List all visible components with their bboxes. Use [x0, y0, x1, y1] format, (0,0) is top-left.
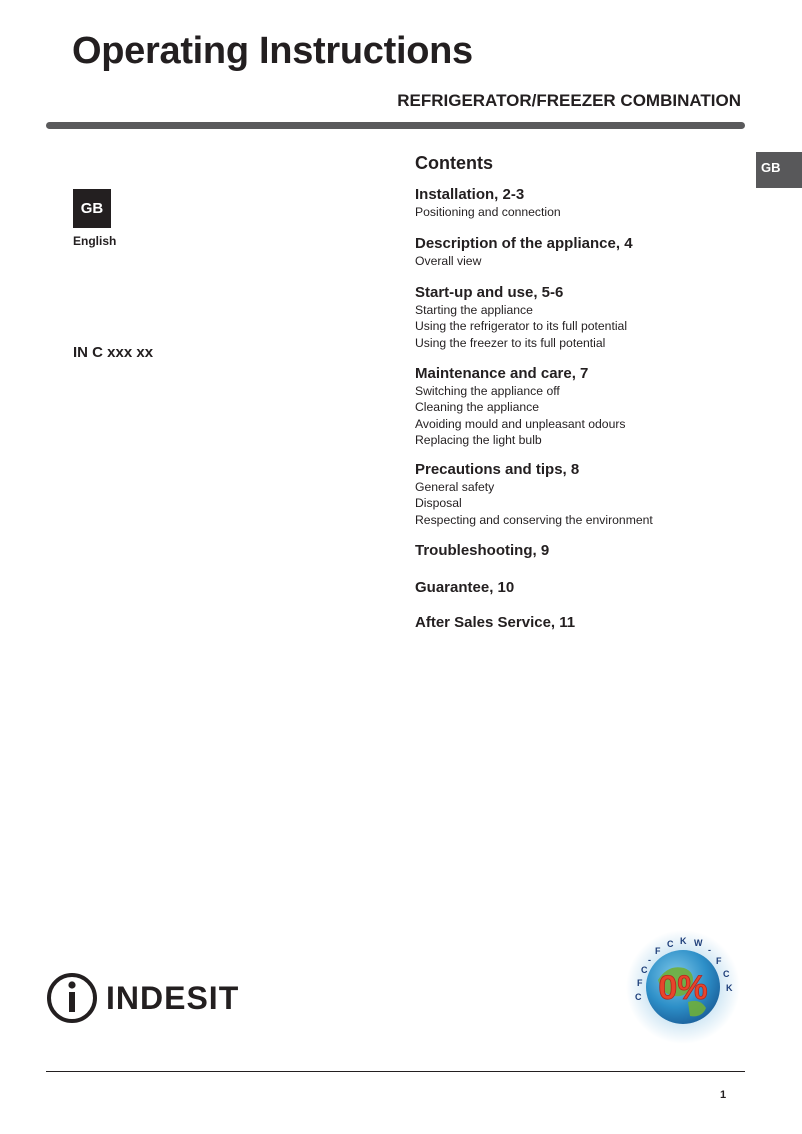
toc-subitem: General safety: [415, 480, 495, 494]
toc-section-installation: [415, 186, 755, 220]
side-language-tab: GB: [756, 152, 802, 188]
toc-subitem: Positioning and connection: [415, 205, 561, 219]
toc-subitems: [415, 383, 755, 448]
toc-subitem: Switching the appliance off: [415, 384, 560, 398]
language-badge: GB: [73, 189, 111, 228]
header-divider: [46, 122, 745, 129]
toc-section-title: Start-up and use, 5-6: [415, 284, 564, 301]
toc-section-title: Installation, 2-3: [415, 186, 525, 203]
toc-subitem: Avoiding mould and unpleasant odours: [415, 416, 626, 431]
toc-subitem: Using the refrigerator to its full potential: [415, 319, 628, 334]
cfc-free-globe-icon: [624, 928, 742, 1046]
table-of-contents: [415, 152, 755, 631]
toc-subitem: Using the freezer to its full potential: [415, 335, 606, 350]
toc-section-title: After Sales Service, 11: [415, 614, 576, 631]
toc-section-title: Troubleshooting, 9: [415, 542, 550, 559]
brand-wordmark: INDESIT: [106, 980, 240, 1016]
indesit-i-logo-icon: [46, 970, 100, 1026]
toc-subitems: [415, 253, 755, 269]
toc-subitem: Disposal: [415, 496, 462, 511]
toc-section-title: Maintenance and care, 7: [415, 365, 589, 382]
toc-subitem: Overall view: [415, 254, 482, 268]
language-name: English: [73, 234, 117, 248]
toc-subitem: Starting the appliance: [415, 303, 533, 317]
toc-section-title: Description of the appliance, 4: [415, 235, 633, 252]
page-title: Operating Instructions: [72, 30, 473, 72]
svg-text:C F C -: C F C - F C K W - F C K: [635, 936, 733, 1002]
contents-heading: Contents: [415, 153, 493, 173]
toc-section-guarantee: [415, 579, 755, 597]
indesit-logo: [46, 970, 246, 1026]
toc-section-after-sales: [415, 614, 755, 632]
toc-section-precautions: [415, 461, 755, 528]
toc-section-maintenance: [415, 365, 755, 448]
toc-subitems: [415, 302, 755, 351]
cfc-badge-center-text: 0%: [658, 969, 708, 1007]
toc-subitem: Cleaning the appliance: [415, 400, 539, 415]
toc-section-description: [415, 235, 755, 269]
toc-section-troubleshooting: [415, 542, 755, 560]
toc-subitems: [415, 479, 755, 528]
page-subtitle: REFRIGERATOR/FREEZER COMBINATION: [397, 91, 741, 110]
toc-subitem: Respecting and conserving the environment: [415, 512, 653, 527]
toc-subitem: Replacing the light bulb: [415, 432, 542, 447]
model-number: IN C xxx xx: [73, 344, 154, 361]
page-number: 1: [720, 1089, 727, 1101]
cfc-free-badge: [624, 928, 742, 1046]
footer-divider: [46, 1071, 745, 1072]
toc-section-title: Guarantee, 10: [415, 579, 515, 596]
toc-subitems: [415, 204, 755, 220]
toc-section-title: Precautions and tips, 8: [415, 461, 580, 478]
toc-section-startup: [415, 284, 755, 351]
